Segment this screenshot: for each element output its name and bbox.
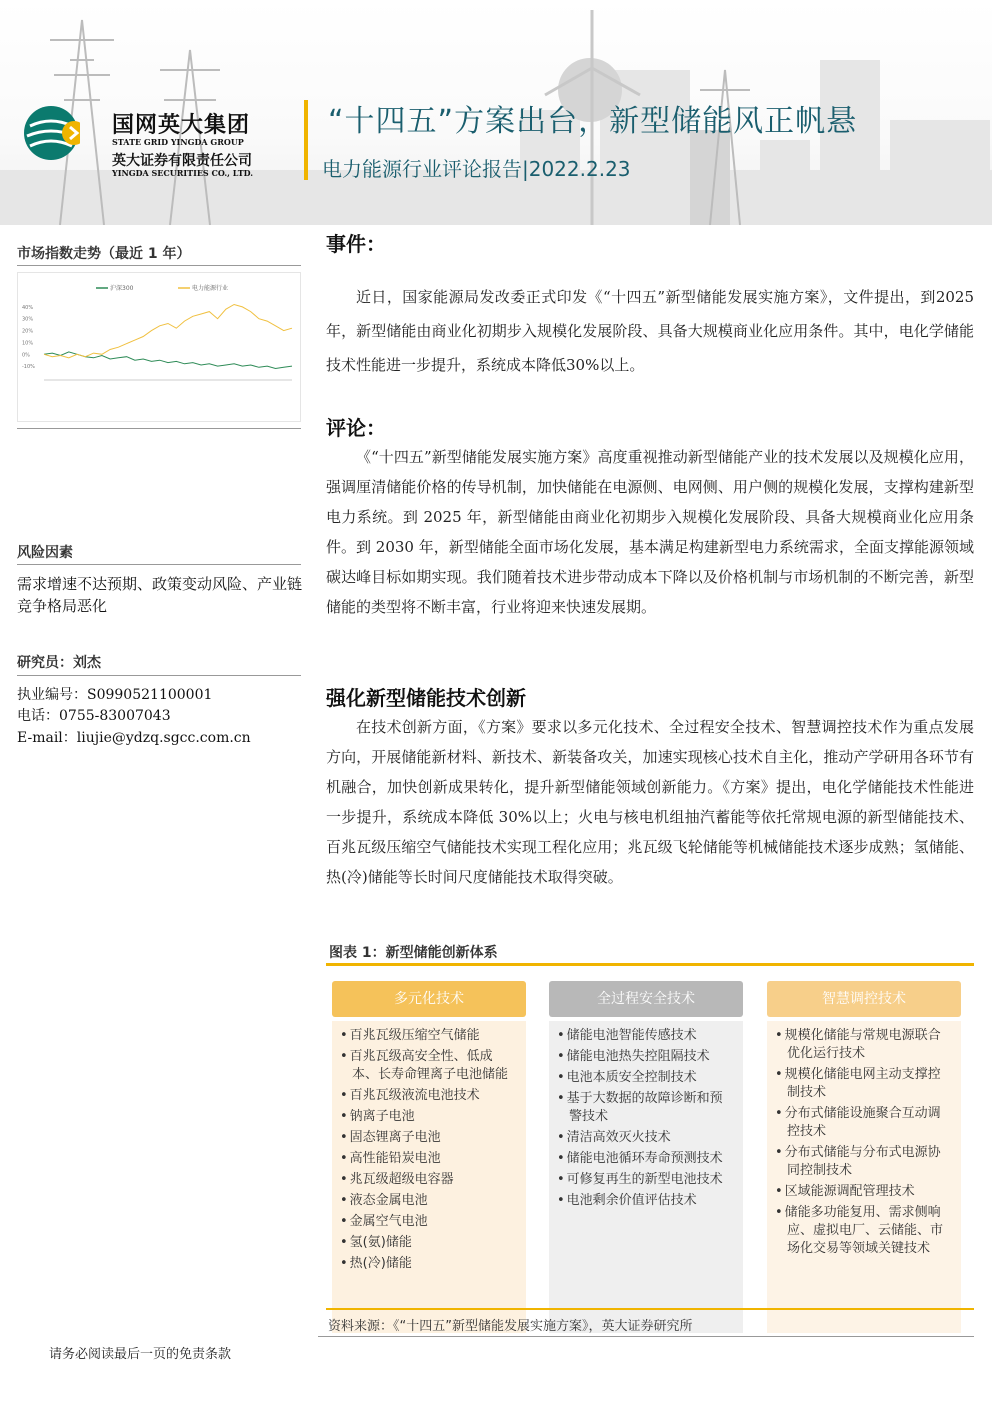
company-name-en: STATE GRID YINGDA GROUP bbox=[112, 137, 244, 147]
series-line bbox=[44, 352, 292, 369]
comment-paragraph: 《“十四五”新型储能发展实施方案》高度重视推动新型储能产业的技术发展以及规模化应用，强调厘清储能价格的传导机制，加快储能在电源侧、电网侧、用户侧的规模化发展，支撑构建新型电力系统。到 2025 年，新型储能由商业化初期步入规模化发展阶段、具备大规模商业化应用条件。到 2030 年，新型储能全面市场化发展，基本满足构建新型电力系统需求，全面支撑能源领域碳达峰目标如期实现。我们随着技术进步带动成本下降以及价格机制与市场机制的不断完善，新型储能的类型将不断丰富，行业将迎来快速发展期。 bbox=[326, 448, 974, 616]
market-index-chart bbox=[17, 272, 301, 422]
list-item: • 液态金属电池 bbox=[340, 1192, 518, 1210]
securities-name-cn: 英大证券有限责任公司 bbox=[112, 153, 252, 169]
list-item: • 规模化储能与常规电源联合优化运行技术 bbox=[775, 1027, 953, 1063]
figure-title: 图表 1：新型储能创新体系 bbox=[329, 945, 498, 961]
figure-source: 资料来源：《“十四五”新型储能发展实施方案》，英大证券研究所 bbox=[328, 1319, 693, 1334]
list-item: • 储能多功能复用、需求侧响应、虚拟电厂、云储能、市场化交易等领域关键技术 bbox=[775, 1204, 953, 1258]
list-item: • 百兆瓦级压缩空气储能 bbox=[340, 1027, 518, 1045]
report-header bbox=[0, 0, 992, 225]
list-item: • 电池剩余价值评估技术 bbox=[557, 1192, 735, 1210]
index-chart-title: 市场指数走势（最近 1 年） bbox=[17, 246, 191, 262]
tech-box-diversified bbox=[332, 981, 526, 1333]
list-item: • 清洁高效灭火技术 bbox=[557, 1129, 735, 1147]
phone: 电话：0755-83007043 bbox=[17, 708, 171, 724]
innovation-heading: 强化新型储能技术创新 bbox=[326, 686, 526, 710]
list-item: • 储能电池热失控阻隔技术 bbox=[557, 1048, 735, 1066]
list-item: • 热(冷)储能 bbox=[340, 1255, 518, 1273]
y-tick-label: 30% bbox=[22, 316, 34, 323]
list-item: • 百兆瓦级液流电池技术 bbox=[340, 1087, 518, 1105]
list-item: • 金属空气电池 bbox=[340, 1213, 518, 1231]
disclaimer-notice: 请务必阅读最后一页的免责条款 bbox=[49, 1347, 232, 1362]
list-item: • 储能电池循环寿命预测技术 bbox=[557, 1150, 735, 1168]
analyst-name: 研究员：刘杰 bbox=[17, 655, 101, 671]
company-logo bbox=[22, 104, 80, 162]
securities-name-en: YINGDA SECURITIES CO., LTD. bbox=[112, 168, 254, 178]
email[interactable]: E-mail：liujie@ydzq.sgcc.com.cn bbox=[17, 730, 251, 746]
list-item: • 钠离子电池 bbox=[340, 1108, 518, 1126]
event-paragraph: 近日，国家能源局发改委正式印发《“十四五”新型储能发展实施方案》，文件提出，到2025年，新型储能由商业化初期步入规模化发展阶段、具备大规模商业化应用条件。其中，电化学储能技术性能进一步提升，系统成本降低30%以上。 bbox=[326, 288, 974, 374]
risk-heading: 风险因素 bbox=[17, 545, 73, 561]
title-divider bbox=[304, 100, 308, 180]
divider bbox=[17, 265, 301, 266]
list-item: • 高性能铅炭电池 bbox=[340, 1150, 518, 1168]
risk-text: 需求增速不达预期、政策变动风险、产业链竞争格局恶化 bbox=[17, 575, 303, 615]
figure-rule bbox=[326, 963, 974, 966]
y-tick-label: 20% bbox=[22, 328, 34, 335]
list-item: • 分布式储能设施聚合互动调控技术 bbox=[775, 1105, 953, 1141]
comment-heading: 评论： bbox=[326, 416, 386, 440]
list-item: • 基于大数据的故障诊断和预警技术 bbox=[557, 1090, 735, 1126]
series-line bbox=[44, 305, 292, 358]
y-tick-label: 10% bbox=[22, 340, 34, 347]
company-name-cn: 国网英大集团 bbox=[112, 113, 251, 138]
box-header: 多元化技术 bbox=[332, 981, 526, 1017]
box-list bbox=[332, 1021, 526, 1333]
list-item: • 氢(氨)储能 bbox=[340, 1234, 518, 1252]
y-tick-label: -10% bbox=[22, 364, 35, 371]
list-item: • 电池本质安全控制技术 bbox=[557, 1069, 735, 1087]
divider bbox=[17, 564, 301, 565]
list-item: • 固态锂离子电池 bbox=[340, 1129, 518, 1147]
divider bbox=[17, 428, 301, 429]
list-item: • 兆瓦级超级电容器 bbox=[340, 1171, 518, 1189]
y-tick-label: 40% bbox=[22, 304, 34, 311]
list-item: • 分布式储能与分布式电源协同控制技术 bbox=[775, 1144, 953, 1180]
y-tick-label: 0% bbox=[22, 352, 30, 359]
report-title: “十四五”方案出台，新型储能风正帆悬 bbox=[328, 104, 858, 139]
list-item: • 可修复再生的新型电池技术 bbox=[557, 1171, 735, 1189]
list-item: • 储能电池智能传感技术 bbox=[557, 1027, 735, 1045]
box-header: 智慧调控技术 bbox=[767, 981, 961, 1017]
box-header: 全过程安全技术 bbox=[549, 981, 743, 1017]
list-item: • 百兆瓦级高安全性、低成本、长寿命锂离子电池储能 bbox=[340, 1048, 518, 1084]
box-list bbox=[549, 1021, 743, 1333]
list-item: • 区域能源调配管理技术 bbox=[775, 1183, 953, 1201]
report-subtitle: 电力能源行业评论报告|2022.2.23 bbox=[322, 157, 631, 181]
tech-box-smart-control bbox=[767, 981, 961, 1333]
footer-rule bbox=[318, 1336, 974, 1337]
legend-label: 电力能源行业 bbox=[192, 285, 229, 292]
license-number: 执业编号：S0990521100001 bbox=[17, 687, 213, 703]
innovation-paragraph: 在技术创新方面，《方案》要求以多元化技术、全过程安全技术、智慧调控技术作为重点发展方向，开展储能新材料、新技术、新装备攻关，加速实现核心技术自主化，推动产学研用各环节有机融合，加快创新成果转化，提升新型储能领域创新能力。《方案》提出，电化学储能技术性能进一步提升，系统成本降低 30%以上；火电与核电机组抽汽蓄能等依托常规电源的新型储能技术、百兆瓦级压缩空气储能技术实现工程化应用；兆瓦级飞轮储能等机械储能技术逐步成熟；氢储能、热(冷)储能等长时间尺度储能技术取得突破。 bbox=[326, 718, 974, 886]
tech-box-safety bbox=[549, 981, 743, 1333]
box-list bbox=[767, 1021, 961, 1333]
source-rule bbox=[326, 1308, 974, 1310]
event-heading: 事件： bbox=[326, 232, 386, 256]
legend-label: 沪深300 bbox=[110, 285, 134, 292]
list-item: • 规模化储能电网主动支撑控制技术 bbox=[775, 1066, 953, 1102]
divider bbox=[17, 675, 301, 676]
